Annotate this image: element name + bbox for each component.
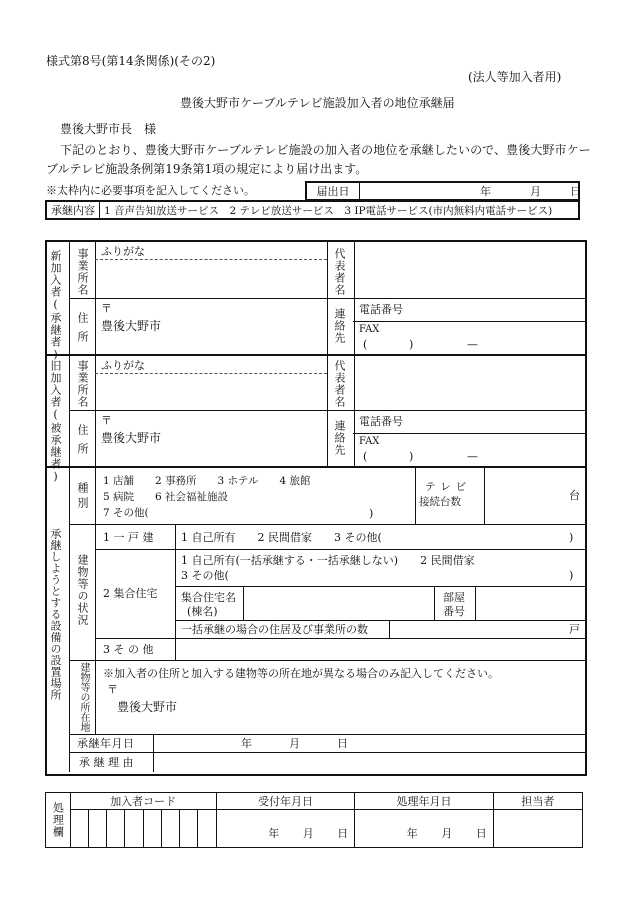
code-digit-4[interactable] — [125, 810, 143, 848]
multi-option-2[interactable]: 3 その他( — [181, 569, 229, 582]
received-day: 日 — [337, 826, 349, 840]
old-office-name-field[interactable] — [95, 374, 327, 410]
succession-reason-label: 承 継 理 由 — [79, 756, 134, 769]
received-month: 月 — [302, 826, 314, 840]
filing-date-box — [305, 181, 580, 201]
type-line-2: 5 病院 6 社会福祉施設 — [103, 491, 229, 503]
tv-label-2: 接続台数 — [419, 496, 461, 508]
old-phone-label: 電話番号 — [359, 415, 403, 428]
processing-table — [45, 792, 583, 848]
tv-unit: 台 — [569, 489, 580, 502]
processed-header: 処理年月日 — [355, 793, 494, 810]
code-digit-1[interactable] — [70, 810, 88, 848]
new-office-name-field[interactable] — [95, 260, 327, 298]
succession-date-field[interactable] — [154, 734, 584, 752]
new-fax-paren-close: ) — [409, 338, 414, 351]
code-digit-3[interactable] — [107, 810, 125, 848]
new-rep-field[interactable] — [354, 242, 585, 298]
filing-date-label: 届出日 — [306, 182, 360, 200]
bulk-unit: 戸 — [569, 623, 580, 636]
old-fax-paren-close: ) — [409, 450, 414, 463]
succession-month: 月 — [289, 737, 300, 750]
building-label: 建物等の状況 — [76, 554, 89, 626]
service-box — [45, 200, 580, 220]
detached-label: 1 一 戸 建 — [103, 531, 154, 544]
multi-name-label-2: (棟名) — [187, 605, 218, 618]
filing-date-field[interactable] — [360, 182, 580, 200]
succession-year: 年 — [241, 737, 252, 750]
old-office-name-label: 事業所名 — [76, 360, 89, 408]
facility-section — [47, 468, 70, 772]
code-digit-8[interactable] — [198, 810, 216, 848]
type-line-3: 7 その他( — [103, 507, 149, 519]
succession-reason-field[interactable] — [154, 752, 584, 772]
detached-options[interactable]: 1 自己所有 2 民間借家 3 その他( — [181, 531, 382, 544]
location-postal-mark: 〒 — [107, 683, 118, 696]
old-rep-label: 代表者名 — [333, 360, 346, 408]
location-city[interactable]: 豊後大野市 — [117, 700, 178, 714]
new-fax-label: FAX — [359, 324, 380, 335]
new-phone-label: 電話番号 — [359, 303, 403, 316]
processed-date-field[interactable] — [355, 810, 494, 848]
room-label-2: 番号 — [443, 605, 465, 618]
succession-day: 日 — [337, 737, 348, 750]
processed-day: 日 — [475, 826, 487, 840]
tv-label-1: テレビ — [425, 481, 472, 493]
document-title: 豊後大野市ケーブルテレビ施設加入者の地位承継届 — [180, 96, 455, 110]
instruction-note: ※太枠内に必要事項を記入してください。 — [46, 184, 255, 197]
new-rep-label: 代表者名 — [333, 248, 346, 296]
detached-close: ) — [569, 531, 574, 544]
room-number-field[interactable] — [475, 586, 585, 620]
new-subscriber-label: 新加入者(承継者) — [49, 250, 62, 362]
old-furigana: ふりがな — [101, 359, 145, 372]
type-label: 種別 — [76, 482, 89, 512]
new-subscriber-section — [47, 242, 70, 362]
old-subscriber-section — [47, 356, 70, 484]
form-number: 様式第8号(第14条関係)(その2) — [46, 54, 216, 68]
location-label: 建物等の所在地 — [78, 662, 89, 732]
old-postal-mark: 〒 — [101, 414, 112, 427]
new-address-label: 住所 — [76, 312, 89, 350]
succession-date-label: 承継年月日 — [77, 737, 135, 750]
month-text: 月 — [530, 185, 541, 198]
day-text: 日 — [570, 185, 581, 198]
bulk-count-field[interactable] — [389, 620, 586, 638]
received-header: 受付年月日 — [216, 793, 355, 810]
new-fax-paren-open: ( — [363, 338, 368, 351]
code-header: 加入者コード — [70, 793, 216, 810]
old-fax-paren-open: ( — [363, 450, 368, 463]
processing-label: 処理欄 — [51, 802, 65, 838]
multi-label: 2 集合住宅 — [103, 587, 158, 600]
other-field[interactable] — [176, 638, 584, 660]
service-label: 承継内容 — [46, 201, 100, 219]
new-postal-mark: 〒 — [101, 302, 112, 315]
code-digit-7[interactable] — [180, 810, 198, 848]
staff-field[interactable] — [493, 810, 582, 848]
facility-section-label: 承継しようとする設備の設置場所 — [49, 528, 62, 701]
location-note: ※加入者の住所と加入する建物等の所在地が異なる場合のみ記入してください。 — [103, 667, 499, 680]
new-furigana: ふりがな — [101, 245, 145, 258]
code-digit-5[interactable] — [143, 810, 161, 848]
room-label-1: 部屋 — [443, 591, 465, 604]
new-fax-dash: — — [467, 338, 478, 351]
old-rep-field[interactable] — [354, 356, 585, 410]
body-line-1: 下記のとおり、豊後大野市ケーブルテレビ施設の加入者の地位を承継したいので、豊後大野市ケー — [60, 143, 591, 157]
bulk-count-label: 一括承継の場合の住居及び事業所の数 — [181, 623, 368, 636]
old-subscriber-label: 旧加入者(被承継者) — [49, 360, 62, 484]
multi-name-field[interactable] — [244, 586, 434, 620]
new-contact-label: 連絡先 — [333, 308, 346, 344]
main-form — [45, 240, 587, 776]
processing-label-cell — [46, 793, 71, 848]
code-digit-2[interactable] — [88, 810, 106, 848]
type-line-1: 1 店舗 2 事務所 3 ホテル 4 旅館 — [103, 475, 311, 487]
code-digit-6[interactable] — [161, 810, 179, 848]
new-office-name-label: 事業所名 — [76, 248, 89, 296]
received-date-field[interactable] — [216, 810, 355, 848]
other-label: 3 そ の 他 — [103, 643, 154, 656]
old-contact-label: 連絡先 — [333, 420, 346, 456]
old-fax-label: FAX — [359, 436, 380, 447]
processed-year: 年 — [406, 826, 418, 840]
processed-month: 月 — [441, 826, 453, 840]
old-address-label: 住所 — [76, 424, 89, 462]
received-year: 年 — [268, 826, 280, 840]
addressee: 豊後大野市長 様 — [60, 122, 157, 136]
service-items[interactable]: 1 音声告知放送サービス 2 テレビ放送サービス 3 IP電話サービス(市内無料内電話サービス) — [100, 201, 580, 219]
multi-name-label-1: 集合住宅名 — [181, 591, 236, 604]
new-city: 豊後大野市 — [101, 319, 162, 333]
usage-label: (法人等加入者用) — [468, 70, 562, 84]
multi-close: ) — [569, 569, 574, 582]
body-line-2: ブルテレビ施設条例第19条第1項の規定により届け出ます。 — [46, 162, 368, 176]
old-fax-dash: — — [467, 450, 478, 463]
multi-option-1[interactable]: 1 自己所有(一括承継する・一括承継しない) 2 民間借家 — [181, 554, 475, 567]
old-city: 豊後大野市 — [101, 431, 162, 445]
staff-header: 担当者 — [493, 793, 582, 810]
type-close: ) — [369, 507, 374, 520]
year-text: 年 — [480, 185, 491, 198]
